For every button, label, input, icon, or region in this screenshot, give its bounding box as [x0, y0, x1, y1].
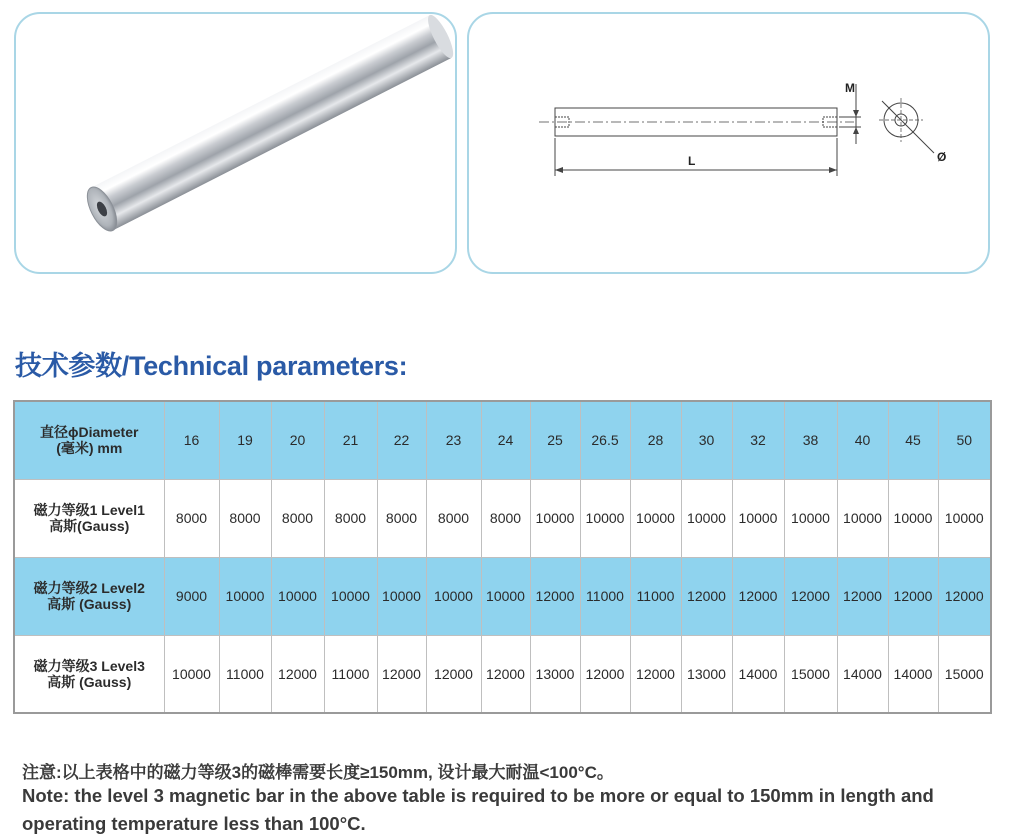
- table-cell: 12000: [271, 635, 324, 713]
- table-cell: 10000: [324, 557, 377, 635]
- table-cell: 16: [164, 401, 219, 479]
- table-cell: 12000: [938, 557, 991, 635]
- row-label: [14, 479, 164, 557]
- table-cell: 12000: [530, 557, 580, 635]
- table-cell: 21: [324, 401, 377, 479]
- table-cell: 8000: [324, 479, 377, 557]
- table-cell: 11000: [219, 635, 271, 713]
- table-cell: 28: [630, 401, 681, 479]
- table-cell: 12000: [888, 557, 938, 635]
- technical-drawing-panel: [467, 12, 990, 274]
- level3-row: [14, 635, 991, 713]
- table-cell: 8000: [271, 479, 324, 557]
- table-cell: 14000: [732, 635, 784, 713]
- table-cell: 10000: [630, 479, 681, 557]
- table-cell: 10000: [888, 479, 938, 557]
- row-label: [14, 557, 164, 635]
- table-cell: 10000: [481, 557, 530, 635]
- row-label: [14, 401, 164, 479]
- table-cell: 8000: [219, 479, 271, 557]
- table-cell: 12000: [681, 557, 732, 635]
- table-cell: 32: [732, 401, 784, 479]
- row-label-line1: 直径ϕDiameter: [40, 424, 139, 441]
- level1-row: [14, 479, 991, 557]
- table-cell: 12000: [784, 557, 837, 635]
- table-cell: 10000: [271, 557, 324, 635]
- note-english-line1: Note: the level 3 magnetic bar in the above table is required to be more or equal to 150mm in length and: [22, 785, 934, 806]
- table-cell: 12000: [630, 635, 681, 713]
- note-chinese: 注意:以上表格中的磁力等级3的磁棒需要长度≥150mm, 设计最大耐温<100°C。: [22, 763, 614, 782]
- table-cell: 10000: [580, 479, 630, 557]
- note-english-line2: operating temperature less than 100°C.: [22, 813, 366, 834]
- row-label-line2: 高斯 (Gauss): [47, 596, 132, 612]
- level2-row: [14, 557, 991, 635]
- table-cell: 11000: [580, 557, 630, 635]
- table-cell: 10000: [681, 479, 732, 557]
- table-cell: 24: [481, 401, 530, 479]
- table-cell: 25: [530, 401, 580, 479]
- table-cell: 8000: [164, 479, 219, 557]
- table-cell: 10000: [837, 479, 888, 557]
- table-cell: 11000: [630, 557, 681, 635]
- table-cell: 13000: [681, 635, 732, 713]
- row-label: [14, 635, 164, 713]
- table-cell: 30: [681, 401, 732, 479]
- m-label: M: [845, 81, 855, 95]
- table-cell: 10000: [426, 557, 481, 635]
- row-label-line2: 高斯 (Gauss): [47, 673, 132, 690]
- table-cell: 13000: [530, 635, 580, 713]
- technical-drawing: [469, 14, 990, 274]
- table-cell: 45: [888, 401, 938, 479]
- diameter-row: [14, 401, 991, 479]
- table-cell: 26.5: [580, 401, 630, 479]
- parameters-table: [13, 400, 992, 714]
- table-cell: 38: [784, 401, 837, 479]
- row-label-line2: (毫米) mm: [56, 440, 123, 457]
- table-cell: 14000: [888, 635, 938, 713]
- row-label-line1: 磁力等级1 Level1: [33, 502, 145, 518]
- table-cell: 8000: [377, 479, 426, 557]
- diameter-label: Ø: [937, 150, 947, 164]
- table-cell: 12000: [481, 635, 530, 713]
- table-cell: 10000: [938, 479, 991, 557]
- table-cell: 8000: [481, 479, 530, 557]
- table-cell: 12000: [580, 635, 630, 713]
- table-cell: 10000: [530, 479, 580, 557]
- table-cell: 10000: [784, 479, 837, 557]
- table-cell: 11000: [324, 635, 377, 713]
- table-cell: 14000: [837, 635, 888, 713]
- table-cell: 15000: [938, 635, 991, 713]
- table-cell: 20: [271, 401, 324, 479]
- row-label-line1: 磁力等级2 Level2: [33, 580, 145, 596]
- table-cell: 10000: [164, 635, 219, 713]
- section-title: 技术参数/Technical parameters:: [15, 351, 408, 381]
- row-label-line1: 磁力等级3 Level3: [33, 657, 145, 674]
- table-cell: 12000: [837, 557, 888, 635]
- l-label: L: [688, 154, 696, 168]
- table-cell: 40: [837, 401, 888, 479]
- product-photo-panel: [14, 12, 457, 274]
- table-cell: 10000: [219, 557, 271, 635]
- table-cell: 15000: [784, 635, 837, 713]
- table-cell: 19: [219, 401, 271, 479]
- table-cell: 22: [377, 401, 426, 479]
- row-label-line2: 高斯(Gauss): [49, 518, 130, 534]
- table-cell: 50: [938, 401, 991, 479]
- table-cell: 12000: [426, 635, 481, 713]
- table-cell: 10000: [377, 557, 426, 635]
- table-cell: 9000: [164, 557, 219, 635]
- table-cell: 8000: [426, 479, 481, 557]
- table-cell: 23: [426, 401, 481, 479]
- table-cell: 12000: [377, 635, 426, 713]
- table-cell: 12000: [732, 557, 784, 635]
- table-cell: 10000: [732, 479, 784, 557]
- magnetic-bar-photo: [16, 14, 457, 274]
